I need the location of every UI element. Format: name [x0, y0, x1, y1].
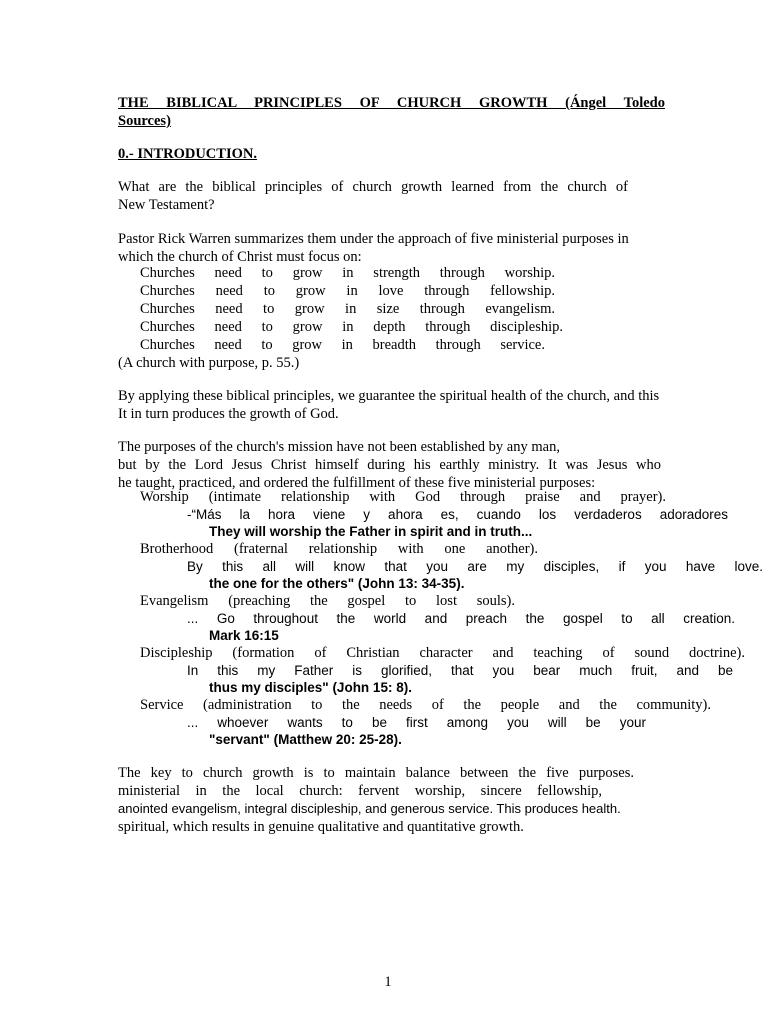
paragraph-4-line: The purposes of the church's mission have not been established by any man,	[118, 439, 560, 455]
page-number: 1	[384, 974, 392, 990]
paragraph-5-line: The key to church growth is to maintain balance between the five purposes.	[118, 765, 634, 781]
title-line-2: Sources)	[118, 113, 171, 129]
purpose-quote-bold: They will worship the Father in spirit and in truth...	[209, 524, 533, 539]
list-item: Churches need to grow in love through fellowship.	[140, 283, 555, 299]
list-item: Churches need to grow in size through evangelism.	[140, 301, 555, 317]
paragraph-5	[118, 764, 634, 836]
paragraph-1	[118, 178, 628, 214]
purpose-quote-bold: "servant" (Matthew 20: 25-28).	[209, 732, 402, 747]
citation: (A church with purpose, p. 55.)	[118, 355, 300, 371]
purposes-list	[140, 489, 768, 749]
purpose-quote-bold: Mark 16:15	[209, 628, 279, 643]
growth-list	[140, 264, 563, 354]
purpose-quote: In this my Father is glorified, that you bear much fruit, and be	[187, 663, 733, 678]
paragraph-2	[118, 230, 629, 266]
purpose-quote: -“Más la hora viene y ahora es, cuando los verdaderos adoradores	[187, 507, 728, 522]
purpose-discipleship: Discipleship (formation of Christian character and teaching of sound doctrine).	[140, 645, 745, 661]
paragraph-3	[118, 387, 659, 423]
paragraph-4	[118, 438, 661, 492]
purpose-quote-bold: the one for the others" (John 13: 34-35).	[209, 576, 465, 591]
section-heading: 0.- INTRODUCTION.	[118, 146, 257, 162]
paragraph-4-line: but by the Lord Jesus Christ himself during his earthly ministry. It was Jesus who	[118, 457, 661, 473]
list-item: Churches need to grow in depth through discipleship.	[140, 319, 563, 335]
paragraph-5-line: ministerial in the local church: fervent worship, sincere fellowship,	[118, 783, 602, 799]
paragraph-3-line: By applying these biblical principles, we guarantee the spiritual health of the church, and this	[118, 388, 660, 404]
purpose-quote-bold: thus my disciples" (John 15: 8).	[209, 680, 412, 695]
document-title	[118, 94, 665, 130]
paragraph-3-line: It in turn produces the growth of God.	[118, 406, 339, 422]
paragraph-4-line: he taught, practiced, and ordered the fulfillment of these five ministerial purposes:	[118, 475, 596, 491]
paragraph-5-line: spiritual, which results in genuine qualitative and quantitative growth.	[118, 819, 524, 835]
purpose-quote: ... whoever wants to be first among you will be your	[187, 715, 646, 730]
paragraph-2-line: which the church of Christ must focus on:	[118, 249, 362, 265]
purpose-evangelism: Evangelism (preaching the gospel to lost souls).	[140, 593, 515, 609]
list-item: Churches need to grow in strength through worship.	[140, 265, 555, 281]
title-line-1: THE BIBLICAL PRINCIPLES OF CHURCH GROWTH (Ángel Toledo	[118, 95, 665, 111]
purpose-quote: By this all will know that you are my disciples, if you have love.	[187, 559, 763, 574]
paragraph-1-line: New Testament?	[118, 197, 215, 213]
paragraph-5-line: anointed evangelism, integral discipleship, and generous service. This produces health.	[118, 801, 621, 816]
purpose-quote: ... Go throughout the world and preach the gospel to all creation.	[187, 611, 735, 626]
paragraph-2-line: Pastor Rick Warren summarizes them under the approach of five ministerial purposes in	[118, 231, 629, 247]
list-item: Churches need to grow in breadth through service.	[140, 337, 545, 353]
paragraph-1-line: What are the biblical principles of church growth learned from the church of	[118, 179, 628, 195]
purpose-service: Service (administration to the needs of the people and the community).	[140, 697, 711, 713]
purpose-worship: Worship (intimate relationship with God through praise and prayer).	[140, 489, 666, 505]
purpose-brotherhood: Brotherhood (fraternal relationship with one another).	[140, 541, 538, 557]
